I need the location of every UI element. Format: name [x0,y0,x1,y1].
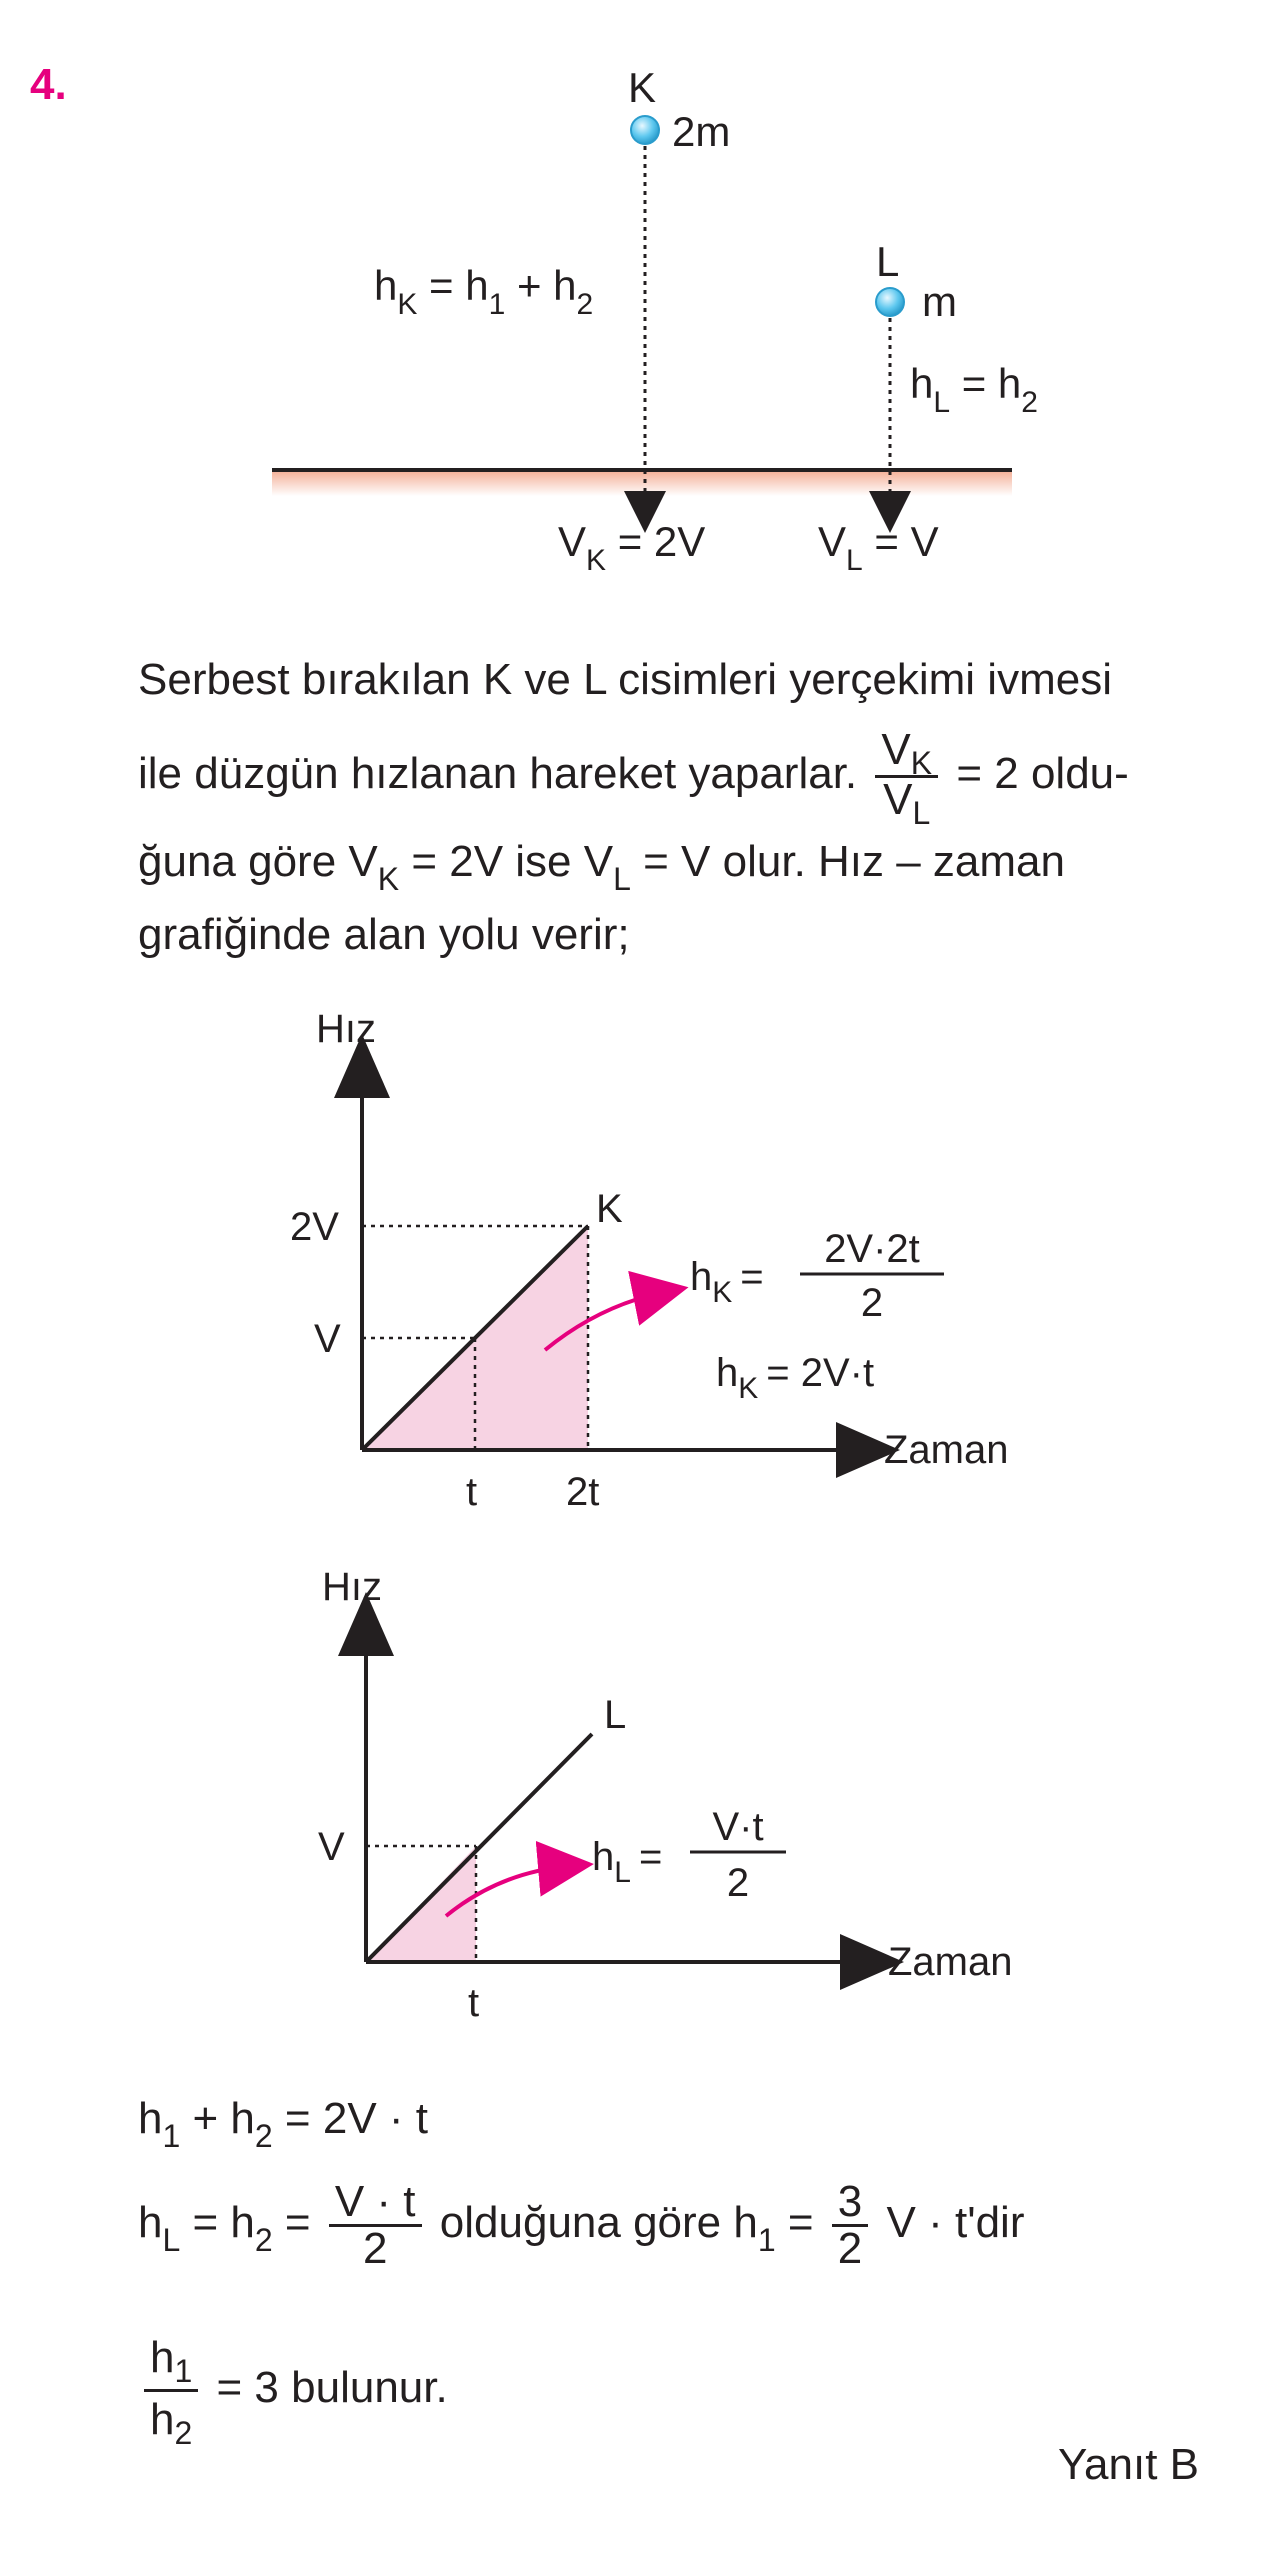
h1-over-h2-fraction: $\frac{h_1}{h_2}$ [144,2330,198,2451]
three-halves-fraction: $\frac{3}{2}$ [832,2180,868,2271]
l-y-tick-v: V [318,1825,345,1869]
k-eq2: $h_K = 2V\cdot t$ [716,1351,875,1405]
k-x-tick-2t: 2t [566,1470,600,1514]
vt-over-2-fraction: $\frac{V \cdot t}{2}$ [329,2180,422,2271]
l-y-axis-label: Hız [322,1565,382,1609]
l-velocity-line [366,1734,592,1962]
l-line-label: L [604,1693,627,1737]
l-eq-den: 2 [726,1861,750,1905]
l-label: L [876,238,900,285]
k-eq1-lhs: $h_K$ = [690,1255,764,1309]
k-line-label: K [596,1187,623,1231]
explanation-line-2: ile düzgün hızlanan hareket yaparlar. $\frac{V_K}{V_L}$ = 2 oldu- [138,724,1129,831]
l-eq-lhs: $h_L$ = [592,1835,663,1889]
answer-text: Yanıt B [1057,2440,1199,2489]
k-mass: 2m [672,108,731,155]
formula-1: $h_1 + h_2 = 2V \cdot t$ [138,2094,428,2154]
l-x-axis-label: Zaman [888,1940,1013,1984]
k-label: K [628,64,657,111]
l-x-tick-t: t [468,1981,480,2025]
k-y-axis-label: Hız [316,1007,376,1051]
explanation-line-1: Serbest bırakılan K ve L cisimleri yerçekimi ivmesi [138,655,1112,704]
formula-3: $\frac{h_1}{h_2}$ = 3 bulunur. [138,2330,448,2451]
formula-2: $h_L = h_2$ = $\frac{V \cdot t}{2}$ olduğuna göre $h_1$ = $\frac{3}{2}$ V · t'dir [138,2177,1025,2273]
k-x-axis-label: Zaman [884,1428,1009,1472]
vk-over-vl-fraction: $\frac{V_K}{V_L}$ [875,728,938,825]
k-y-tick-v: V [314,1317,341,1361]
k-eq1-den: 2 [860,1281,884,1325]
question-number: 4. [30,60,67,109]
k-y-tick-2v: 2V [290,1205,339,1249]
l-mass: m [922,278,957,325]
vl-equation: $V_L = V$ [818,518,939,577]
vk-equation: $V_K = 2V$ [558,518,706,577]
k-x-tick-t: t [466,1470,478,1514]
explanation-line-3: ğuna göre $V_K = 2V$ ise $V_L = V$ olur. Hız – zaman [138,837,1065,897]
explanation-line-4: grafiğinde alan yolu verir; [138,910,630,959]
hk-equation: $h_K = h_1 + h_2$ [374,262,594,321]
k-eq1-num: 2V·2t [824,1227,920,1271]
hl-equation: $h_L = h_2$ [910,360,1038,419]
l-eq-num: V·t [712,1805,764,1849]
